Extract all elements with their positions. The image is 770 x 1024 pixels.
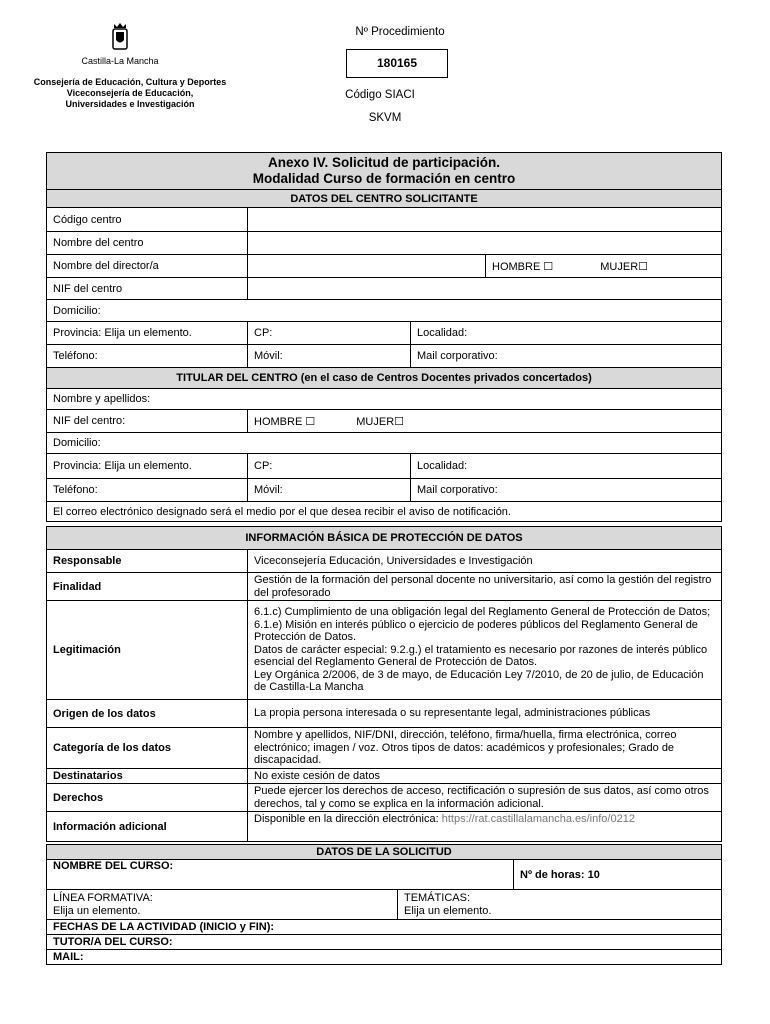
legitimacion-label: Legitimación xyxy=(47,601,248,700)
section-proteccion-heading: INFORMACIÓN BÁSICA DE PROTECCIÓN DE DATOS xyxy=(47,527,722,550)
codigo-centro-label: Código centro xyxy=(47,208,248,232)
nif-centro-field[interactable] xyxy=(248,278,722,300)
director-field[interactable] xyxy=(248,255,486,278)
nif-centro-label: NIF del centro xyxy=(47,278,248,300)
solicitud-datos-table xyxy=(46,844,722,965)
curso-field[interactable]: NOMBRE DEL CURSO: xyxy=(47,860,514,890)
viceconsejeria-line-2: Universidades e Investigación xyxy=(65,99,195,109)
nombre-centro-field[interactable] xyxy=(248,232,722,255)
legitimacion-value xyxy=(248,601,722,700)
domicilio-centro-field[interactable]: Domicilio: xyxy=(47,300,722,322)
proteccion-datos-table xyxy=(46,526,722,842)
tematicas-select[interactable]: Elija un elemento. xyxy=(404,904,492,917)
codigo-centro-field[interactable] xyxy=(248,208,722,232)
linea-formativa-select[interactable]: Elija un elemento. xyxy=(53,904,141,917)
castilla-la-mancha-crest-icon xyxy=(95,18,145,58)
telefono-centro-field[interactable]: Teléfono: xyxy=(47,345,248,368)
titular-hombre-checkbox[interactable]: HOMBRE ☐ xyxy=(254,415,316,428)
brand-name: Castilla-La Mancha xyxy=(81,56,159,66)
procedimiento-label: Nº Procedimiento xyxy=(355,26,445,38)
form-title-line-2: Modalidad Curso de formación en centro xyxy=(252,171,516,186)
siaci-value: SKVM xyxy=(368,112,402,124)
legitimacion-text-3: Ley Orgánica 2/2006, de 3 de mayo, de Educación Ley 7/2010, de 20 de julio, de Educación de Castilla-La Mancha xyxy=(254,668,704,694)
titular-localidad-field[interactable]: Localidad: xyxy=(411,454,722,479)
titular-telefono-field[interactable]: Teléfono: xyxy=(47,479,248,502)
responsable-value: Viceconsejería Educación, Universidades e Investigación xyxy=(248,550,722,573)
derechos-label: Derechos xyxy=(47,784,248,812)
viceconsejeria-line-1: Viceconsejería de Educación, xyxy=(66,88,194,98)
finalidad-label: Finalidad xyxy=(47,573,248,601)
nombre-centro-label: Nombre del centro xyxy=(47,232,248,255)
mail-field[interactable]: MAIL: xyxy=(47,950,722,965)
director-label: Nombre del director/a xyxy=(47,255,248,278)
tutor-field[interactable]: TUTOR/A DEL CURSO: xyxy=(47,935,722,950)
derechos-value: Puede ejercer los derechos de acceso, rectificación o supresión de sus datos, así como otros derechos, tal y como se explica en la información adicional. xyxy=(248,784,722,812)
finalidad-value: Gestión de la formación del personal docente no universitario, así como la gestión del registro del profesorado xyxy=(248,573,722,601)
section-solicitud-heading: DATOS DE LA SOLICITUD xyxy=(47,845,722,860)
solicitud-form xyxy=(46,152,722,522)
responsable-label: Responsable xyxy=(47,550,248,573)
cp-centro-field[interactable]: CP: xyxy=(248,322,411,345)
fechas-field[interactable]: FECHAS DE LA ACTIVIDAD (INICIO y FIN): xyxy=(47,920,722,935)
form-title xyxy=(47,153,722,190)
tematicas-cell xyxy=(398,890,722,920)
origen-value: La propia persona interesada o su representante legal, administraciones públicas xyxy=(248,700,722,728)
procedimiento-value: 180165 xyxy=(346,49,448,78)
titular-cp-field[interactable]: CP: xyxy=(248,454,411,479)
legitimacion-text-1: 6.1.c) Cumplimiento de una obligación legal del Reglamento General de Protección de Datos; 6.1.e) Misión en interés público o ejercicio de poderes públicos del Reglamento General de Protección de Datos. xyxy=(254,606,711,644)
titular-mail-field[interactable]: Mail corporativo: xyxy=(411,479,722,502)
adicional-prefix: Disponible en la dirección electrónica: xyxy=(254,813,442,825)
movil-centro-field[interactable]: Móvil: xyxy=(248,345,411,368)
consejeria-block xyxy=(10,77,250,110)
destinatarios-value: No existe cesión de datos xyxy=(248,768,722,784)
tematicas-label: TEMÁTICAS: xyxy=(404,892,471,904)
form-title-line-1: Anexo IV. Solicitud de participación. xyxy=(267,155,501,170)
titular-nombre-field[interactable]: Nombre y apellidos: xyxy=(47,389,722,410)
director-mujer-checkbox[interactable]: MUJER☐ xyxy=(600,260,649,273)
provincia-centro-select[interactable]: Provincia: Elija un elemento. xyxy=(47,322,248,345)
consejeria-name: Consejería de Educación, Cultura y Deportes xyxy=(33,77,227,87)
mail-centro-field[interactable]: Mail corporativo: xyxy=(411,345,722,368)
section-centro-heading: DATOS DEL CENTRO SOLICITANTE xyxy=(47,190,722,208)
adicional-value xyxy=(248,812,722,842)
titular-domicilio-field[interactable]: Domicilio: xyxy=(47,433,722,454)
categoria-label: Categoría de los datos xyxy=(47,728,248,769)
section-titular-heading: TITULAR DEL CENTRO (en el caso de Centros Docentes privados concertados) xyxy=(47,368,722,389)
destinatarios-label: Destinatarios xyxy=(47,768,248,784)
localidad-centro-field[interactable]: Localidad: xyxy=(411,322,722,345)
titular-sex-cell xyxy=(248,410,722,433)
titular-provincia-select[interactable]: Provincia: Elija un elemento. xyxy=(47,454,248,479)
titular-movil-field[interactable]: Móvil: xyxy=(248,479,411,502)
legitimacion-text-2: Datos de carácter especial: 9.2.g.) el tratamiento es necesario por razones de interés público esencial del Reglamento General de Protección de Datos. xyxy=(254,643,708,669)
adicional-link[interactable]: https://rat.castillalamancha.es/info/0212 xyxy=(441,813,635,825)
origen-label: Origen de los datos xyxy=(47,700,248,728)
linea-formativa-label: LÍNEA FORMATIVA: xyxy=(53,892,153,904)
titular-nif-field[interactable]: NIF del centro: xyxy=(47,410,248,433)
titular-mujer-checkbox[interactable]: MUJER☐ xyxy=(356,415,405,428)
linea-formativa-cell xyxy=(47,890,398,920)
siaci-label: Código SIACI xyxy=(345,89,415,101)
horas-value: Nº de horas: 10 xyxy=(514,860,722,890)
correo-notice: El correo electrónico designado será el medio por el que desea recibir el aviso de notificación. xyxy=(47,502,722,522)
adicional-label: Información adicional xyxy=(47,812,248,842)
director-hombre-checkbox[interactable]: HOMBRE ☐ xyxy=(492,260,554,273)
categoria-value: Nombre y apellidos, NIF/DNI, dirección, teléfono, firma/huella, firma electrónica, correo electrónico; imagen / voz. Otros tipos de datos: académicos y profesionales; Grado de discapacidad. xyxy=(248,728,722,769)
director-sex-cell xyxy=(486,255,722,278)
